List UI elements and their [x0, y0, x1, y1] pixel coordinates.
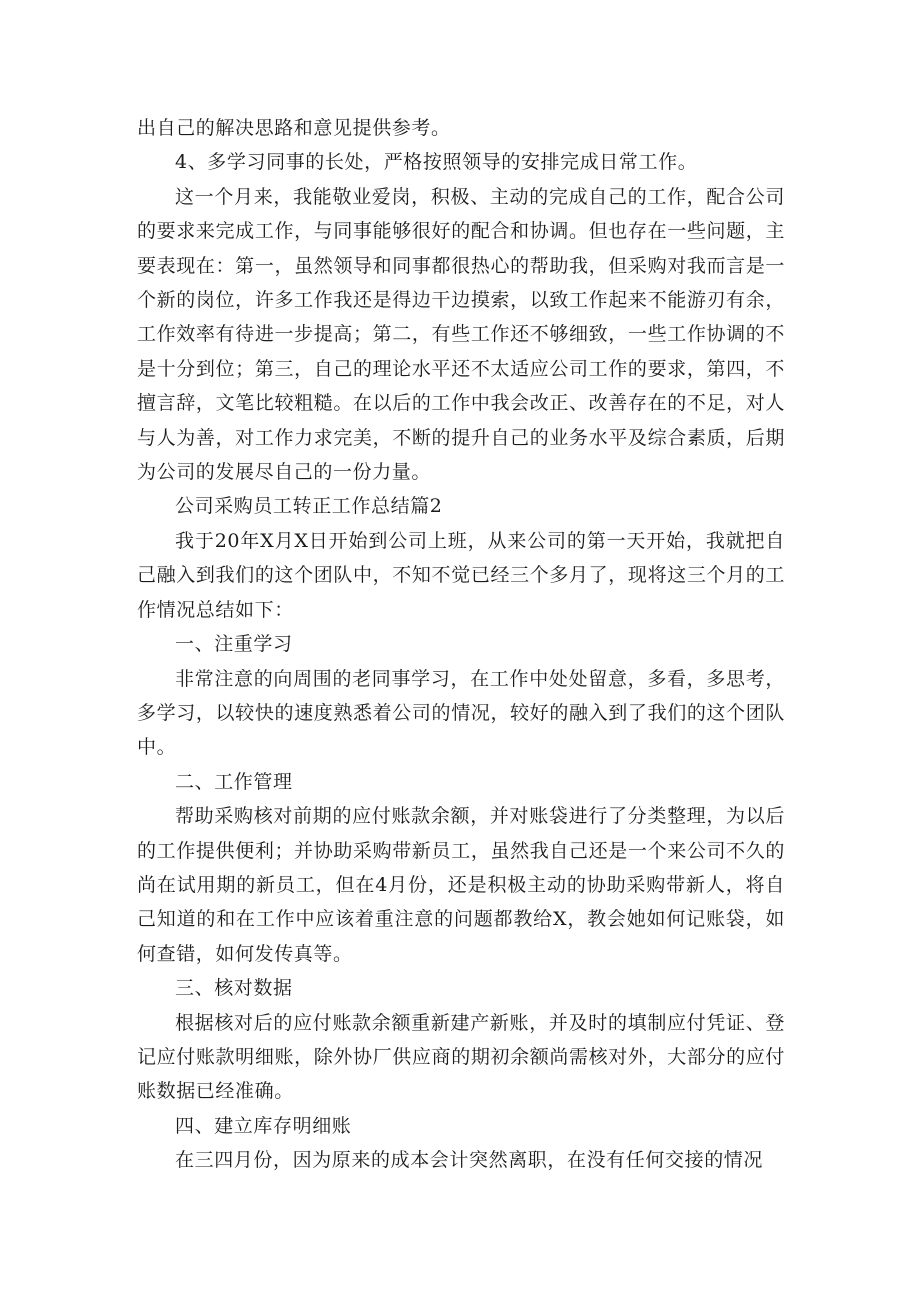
paragraph-monthly-review: 这一个月来，我能敬业爱岗，积极、主动的完成自己的工作，配合公司的要求来完成工作，与同事能够很好的配合和协调。但也存在一些问题，主要表现在：第一，虽然领导和同事都很热心的帮助我，但采购对我而言是一个新的岗位，许多工作我还是得边干边摸索，以致工作起来不能游刃有余，工作效率有待进一步提高；第二，有些工作还不够细致，一些工作协调的不是十分到位；第三，自己的理论水平还不太适应公司工作的要求，第四，不擅言辞，文笔比较粗糙。在以后的工作中我会改正、改善存在的不足，对人与人为善，对工作力求完美，不断的提升自己的业务水平及综合素质，后期为公司的发展尽自己的一份力量。	[137, 185, 785, 484]
paragraph-work-management: 帮助采购核对前期的应付账款余额，并对账袋进行了分类整理，为以后的工作提供便利；并协助采购带新员工，虽然我自己还是一个来公司不久的尚在试用期的新员工，但在4月份，还是积极主动的协助采购带新人，将自己知道的和在工作中应该着重注意的问题都教给X，教会她如何记账袋，如何查错，如何发传真等。	[137, 805, 785, 965]
paragraph-verify-data: 根据核对后的应付账款余额重新建产新账，并及时的填制应付凭证、登记应付账款明细账，除外协厂供应商的期初余额尚需核对外，大部分的应付账数据已经准确。	[137, 1011, 785, 1103]
section-title-part-2: 公司采购员工转正工作总结篇2	[175, 495, 443, 518]
paragraph-intro: 我于20年X月X日开始到公司上班，从来公司的第一天开始，我就把自己融入到我们的这个团队中，不知不觉已经三个多月了，现将这三个月的工作情况总结如下：	[137, 529, 785, 621]
heading-verify-data: 三、核对数据	[175, 977, 293, 1000]
heading-focus-on-learning: 一、注重学习	[175, 633, 293, 656]
document-body	[137, 111, 785, 1178]
heading-work-management: 二、工作管理	[175, 770, 293, 793]
paragraph-inventory-ledger: 在三四月份，因为原来的成本会计突然离职，在没有任何交接的情况	[175, 1149, 764, 1172]
paragraph-item-4: 4、多学习同事的长处，严格按照领导的安排完成日常工作。	[175, 151, 698, 174]
heading-inventory-ledger: 四、建立库存明细账	[175, 1114, 352, 1137]
paragraph-learning: 非常注意的向周围的老同事学习，在工作中处处留意，多看，多思考，多学习，以较快的速度熟悉着公司的情况，较好的融入到了我们的这个团队中。	[137, 667, 785, 759]
paragraph-continuation: 出自己的解决思路和意见提供参考。	[137, 117, 451, 139]
